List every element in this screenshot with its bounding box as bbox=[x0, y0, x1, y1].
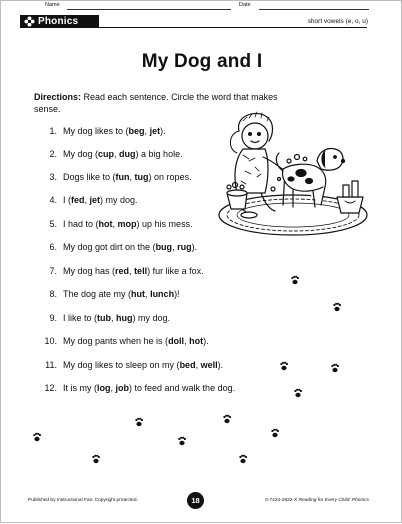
sentence-item: 9. I like to (tub, hug) my dog. bbox=[49, 313, 171, 323]
paw-print-icon bbox=[223, 415, 231, 424]
sentence-item: 7. My dog has (red, tell) fur like a fox. bbox=[49, 266, 204, 276]
word-choice[interactable]: hot bbox=[98, 219, 113, 229]
word-choice[interactable]: lunch bbox=[150, 289, 175, 299]
paw-print-icon bbox=[239, 455, 247, 464]
footer-book-info: 0-7424-2832-X Reading for Every Child: Phonics bbox=[265, 498, 369, 503]
word-choice[interactable]: fun bbox=[115, 172, 130, 182]
word-choice[interactable]: jet bbox=[149, 126, 161, 136]
word-choice[interactable]: fed bbox=[71, 195, 85, 205]
word-choice[interactable]: cup bbox=[98, 149, 115, 159]
word-choice[interactable]: bed bbox=[179, 360, 196, 370]
sentence-item: 2. My dog (cup, dug) a big hole. bbox=[49, 149, 183, 159]
subject-label: short vowels (e, o, u) bbox=[307, 18, 368, 25]
word-choice[interactable]: mop bbox=[117, 219, 137, 229]
paw-print-icon bbox=[178, 437, 186, 446]
word-choice[interactable]: rug bbox=[177, 242, 192, 252]
footer-publisher: Published by Instructional Fair. Copyright protected. bbox=[28, 498, 138, 503]
page-number: 18 bbox=[187, 492, 204, 509]
sentence-item: 4. I (fed, jet) my dog. bbox=[49, 195, 138, 205]
word-choice[interactable]: well bbox=[200, 360, 218, 370]
name-label: Name bbox=[45, 2, 60, 8]
word-choice[interactable]: tub bbox=[97, 313, 112, 323]
sentence-item: 12. It is my (log, job) to feed and walk the dog. bbox=[44, 383, 236, 393]
word-choice[interactable]: hug bbox=[116, 313, 133, 323]
paw-print-icon bbox=[33, 433, 41, 442]
word-choice[interactable]: hut bbox=[131, 289, 146, 299]
sentence-item: 11. My dog likes to sleep on my (bed, well). bbox=[45, 360, 224, 370]
paw-print-icon bbox=[294, 389, 302, 398]
page-title: My Dog and I bbox=[141, 51, 263, 72]
directions-label: Directions: bbox=[34, 92, 82, 102]
word-choice[interactable]: tug bbox=[134, 172, 149, 182]
word-choice[interactable]: beg bbox=[128, 126, 145, 136]
word-choice[interactable]: bug bbox=[155, 242, 173, 252]
word-choice[interactable]: doll bbox=[168, 336, 185, 346]
directions-text: Read each sentence. Circle the word that makes sense. bbox=[34, 92, 278, 114]
paw-print-icon bbox=[333, 303, 341, 312]
word-choice[interactable]: jet bbox=[89, 195, 101, 205]
sentence-item: 3. Dogs like to (fun, tug) on ropes. bbox=[49, 172, 192, 182]
sentence-item: 5. I had to (hot, mop) up his mess. bbox=[49, 219, 193, 229]
sentence-item: 1. My dog likes to (beg, jet). bbox=[49, 126, 166, 136]
sentence-item: 8. The dog ate my (hut, lunch)! bbox=[49, 289, 180, 299]
sentence-item: 6. My dog got dirt on the (bug, rug). bbox=[49, 242, 198, 252]
word-choice[interactable]: dug bbox=[119, 149, 136, 159]
date-label: Date bbox=[239, 2, 251, 8]
banner-label: Phonics bbox=[38, 16, 79, 27]
paw-print-icon bbox=[331, 364, 339, 373]
paw-print-icon bbox=[92, 455, 100, 464]
paw-prints-decoration bbox=[1, 1, 402, 524]
word-choice[interactable]: red bbox=[115, 266, 130, 276]
word-choice[interactable]: log bbox=[97, 383, 111, 393]
paw-print-icon bbox=[135, 418, 143, 427]
sentence-item: 10. My dog pants when he is (doll, hot). bbox=[44, 336, 209, 346]
word-choice[interactable]: job bbox=[115, 383, 130, 393]
paw-print-icon bbox=[280, 362, 288, 371]
word-choice[interactable]: hot bbox=[189, 336, 204, 346]
paw-print-icon bbox=[291, 276, 299, 285]
paw-print-icon bbox=[271, 429, 279, 438]
word-choice[interactable]: tell bbox=[134, 266, 148, 276]
